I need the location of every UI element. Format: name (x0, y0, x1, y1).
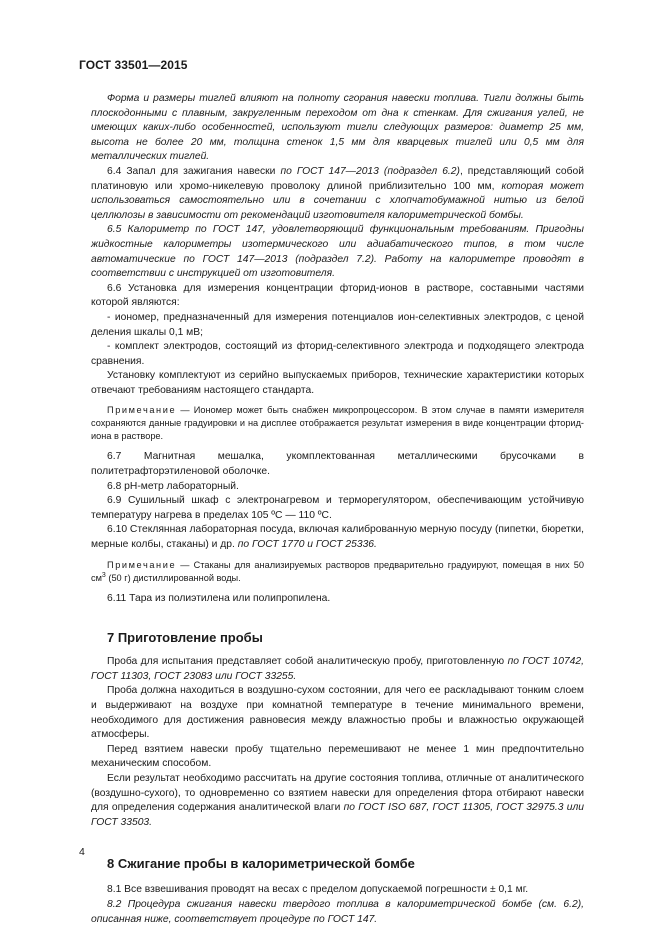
item-6-11: 6.11 Тара из полиэтилена или полипропилена. (107, 592, 331, 604)
item-6-10-ref: по ГОСТ 1770 и ГОСТ 25336. (237, 539, 377, 551)
crucible-paragraph: Форма и размеры тиглей влияют на полноту сгорания навески топлива. Тигли должны быть плоскодонными с плавным, закругленным переходом от дна к стенкам. Для сжигания углей, не имеющих каких-либо особенностей, используют тигли следующих размеров: диаметр 25 мм, высота не более 20 мм, толщина стенок 1,5 мм для кварцевых тиглей или 0,5 мм для металлических тиглей. (91, 93, 584, 163)
item-8-1: 8.1 Все взвешивания проводят на весах с пределом допускаемой погрешности ± 0,1 мг. (107, 884, 529, 896)
note-1 (91, 404, 584, 443)
section-7-p1-text: Проба для испытания представляет собой аналитическую пробу, приготовленную (107, 656, 508, 668)
section-7-p4-text: Если результат необходимо рассчитать на другие состояния топлива, отличные от аналитического (воздушно-сухого), то одновременно со взятием навески для определения фтора отбирают навески для определения содержания аналитической влаги (91, 772, 584, 814)
item-6-6-end: Установку комплектуют из серийно выпускаемых приборов, технические характеристики которых отвечают требованиям настоящего стандарта. (91, 370, 584, 396)
item-6-5: 6.5 Калориметр по ГОСТ 147, удовлетворяющий функциональным требованиям. Пригодны жидкостные калориметры изотермического или адиабатического типов, в том числе автоматические по ГОСТ 147—2013 (подраздел 7.2). Работу на калориметре проводят в соответствии с инструкцией от изготовителя. (91, 224, 584, 280)
section-8-title: 8 Сжигание пробы в калориметрической бомбе (107, 856, 415, 872)
item-6-6-list-2: - комплект электродов, состоящий из фторид-селективного электрода и подходящего электрода сравнения. (91, 341, 584, 367)
item-6-4-text-2: , представляющий собой платиновую или хромо-никелевую проволоку длиной приблизительно 100 мм, (91, 165, 584, 192)
item-6-4 (91, 165, 584, 223)
section-7-p4 (91, 772, 584, 830)
note-2-sup: 3 (101, 571, 106, 579)
document-body (91, 92, 584, 927)
note-1-text: — Иономер может быть снабжен микропроцессором. В этом случае в памяти измерителя сохраняются данные градуировки и на дисплее отображается результат измерения в виде концентрации фторид-иона в растворе. (91, 405, 584, 442)
item-6-6-list-1: - иономер, предназначенный для измерения потенциалов ион-селективных электродов, с ценой деления шкалы 0,1 мВ; (91, 311, 584, 338)
item-6-6: 6.6 Установка для измерения концентрации фторид-ионов в растворе, составными частями которой являются: (91, 282, 584, 309)
item-6-8: 6.8 pH-метр лабораторный. (107, 480, 239, 492)
standard-code: ГОСТ 33501—2015 (79, 58, 188, 72)
item-6-10-text: 6.10 Стеклянная лабораторная посуда, включая калиброванную мерную посуду (пипетки, бюретки, мерные колбы, стаканы) и др. (91, 524, 584, 551)
section-7-p1 (91, 655, 584, 684)
section-7-p3: Перед взятием навески пробу тщательно перемешивают не менее 1 мин предпочтительно механическим способом. (91, 743, 584, 770)
item-6-4-italic: которая может использоваться самостоятельно или в сочетании с хлопчатобумажной нитью из белой целлюлозы в зависимости от рекомендаций изготовителя калориметрической бомбы. (91, 180, 584, 221)
section-7-title: 7 Приготовление пробы (107, 630, 263, 646)
item-8-2: 8.2 Процедура сжигания навески твердого топлива в калориметрической бомбе (см. 6.2), описанная ниже, соответствует процедуре по ГОСТ 147. (91, 898, 584, 925)
section-7-p1-ref: по ГОСТ 10742, ГОСТ 11303, ГОСТ 23083 или ГОСТ 33255. (91, 656, 584, 682)
item-6-9: 6.9 Сушильный шкаф с электронагревом и терморегулятором, обеспечивающим устойчивую температуру нагрева в пределах 105 ºС — 110 ºС. (91, 495, 584, 521)
item-6-10 (91, 523, 584, 552)
note-1-label: Примечание (107, 405, 177, 416)
page-number: 4 (79, 846, 85, 858)
item-6-4-text: 6.4 Запал для зажигания навески (107, 165, 281, 177)
item-6-7: 6.7 Магнитная мешалка, укомплектованная металлическими брусочками в политетрафторэтиленовой оболочке. (91, 451, 584, 478)
section-7-p4-ref: по ГОСТ ISO 687, ГОСТ 11305, ГОСТ 32975.3 или ГОСТ 33503. (91, 802, 584, 828)
item-6-4-ref: по ГОСТ 147—2013 (подраздел 6.2) (280, 165, 460, 177)
note-2-text-2: (50 г) дистиллированной воды. (105, 572, 241, 583)
note-2-text: — Стаканы для анализируемых растворов предварительно градуируют, помещая в них 50 см (91, 559, 584, 583)
note-2 (91, 559, 584, 585)
note-2-label: Примечание (107, 559, 177, 570)
section-7-p2: Проба должна находиться в воздушно-сухом состоянии, для чего ее раскладывают тонким слоем и выдерживают на воздухе при комнатной температуре в течение минимального времени, необходимого для достижения равновесия между влажностью пробы и влажностью окружающей атмосферы. (91, 685, 584, 741)
